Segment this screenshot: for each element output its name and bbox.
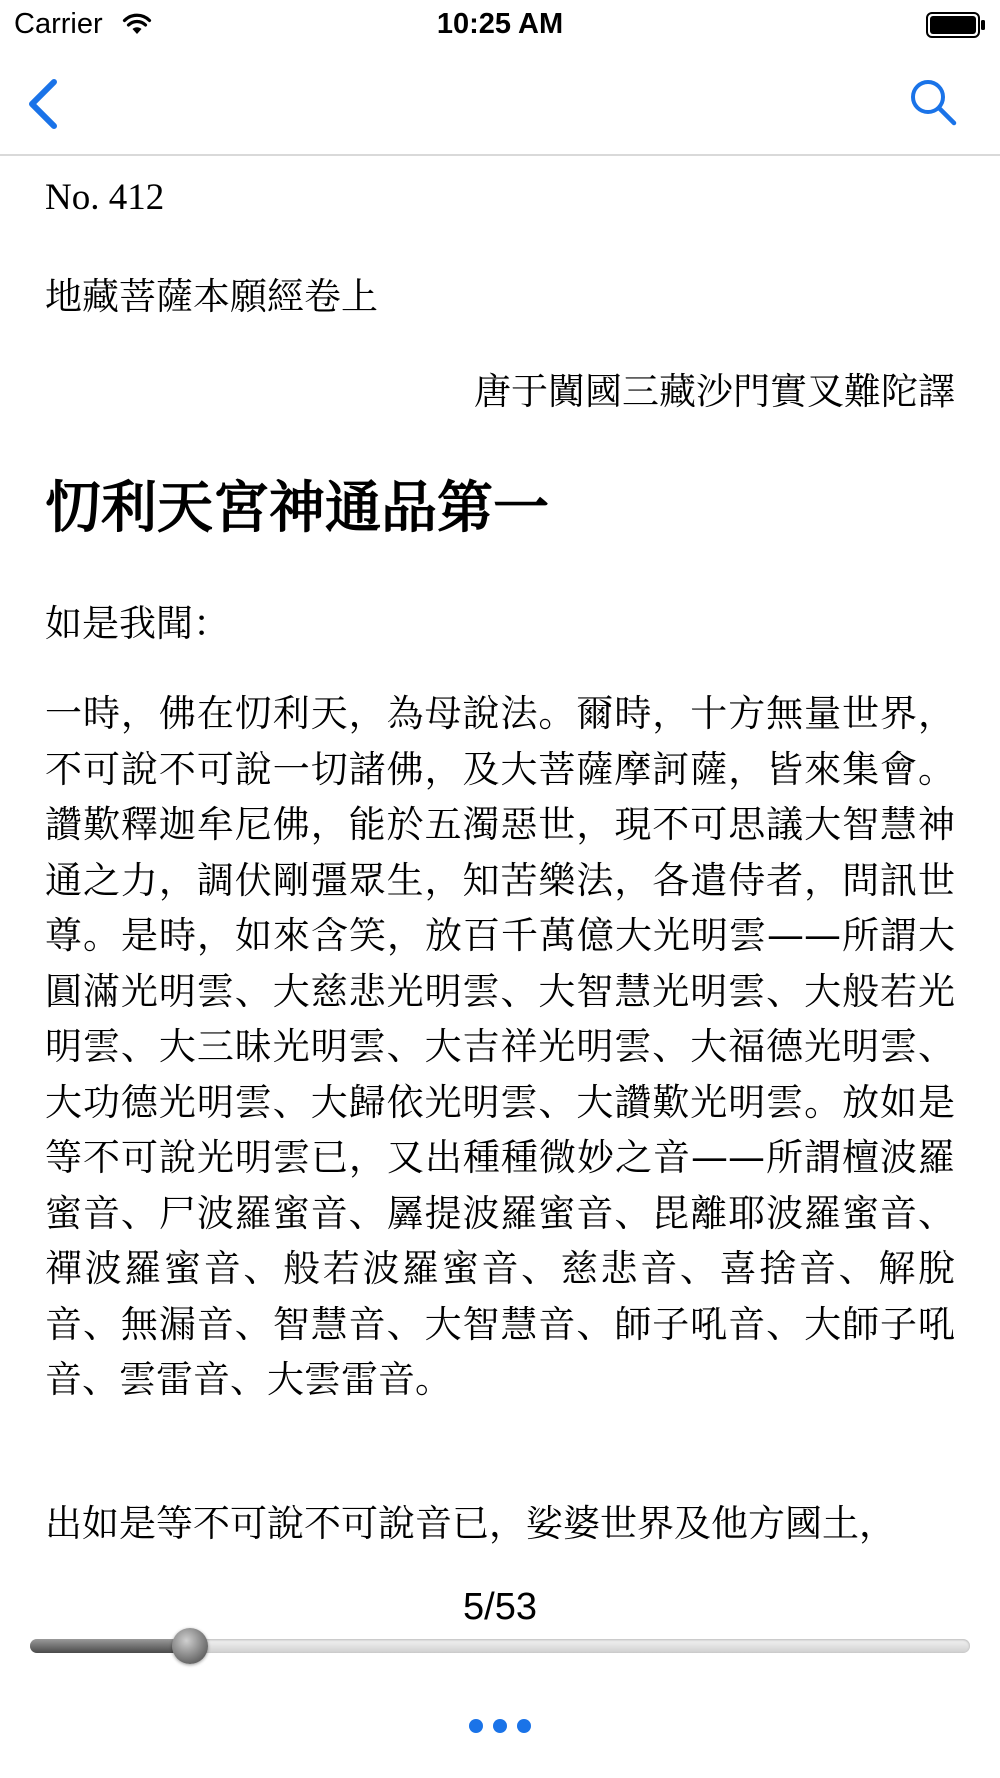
paragraph: 出如是等不可說不可說音已，娑婆世界及他方國土， [45, 1502, 896, 1545]
page-slider[interactable] [30, 1628, 970, 1664]
slider-thumb[interactable] [172, 1628, 208, 1664]
page-indicator: 5/53 [463, 1586, 537, 1628]
carrier-label: Carrier [14, 8, 103, 40]
chevron-left-icon [20, 72, 74, 132]
opening-line: 如是我聞： [45, 602, 230, 645]
translator-credit: 唐于闐國三藏沙門實叉難陀譯 [474, 370, 955, 413]
document-number: No. 412 [45, 177, 165, 218]
status-bar [0, 0, 1000, 50]
more-button[interactable] [460, 1708, 540, 1744]
back-button[interactable] [20, 72, 74, 132]
sutra-title: 地藏菩薩本願經卷上 [45, 275, 378, 318]
status-time: 10:25 AM [436, 8, 564, 40]
nav-bar [0, 50, 1000, 156]
more-dots-icon [460, 1708, 540, 1744]
slider-fill [30, 1639, 190, 1653]
paragraph: 一時，佛在忉利天，為母說法。爾時，十方無量世界，不可說不可說一切諸佛，及大菩薩摩訶薩，皆來集會。讚歎釋迦牟尼佛，能於五濁惡世，現不可思議大智慧神通之力，調伏剛彊眾生，知苦樂法，各遣侍者，問訊世尊。是時，如來含笑，放百千萬億大光明雲——所謂大圓滿光明雲、大慈悲光明雲、大智慧光明雲、大般若光明雲、大三昧光明雲、大吉祥光明雲、大福德光明雲、大功德光明雲、大歸依光明雲、大讚歎光明雲。放如是等不可說光明雲已，又出種種微妙之音——所謂檀波羅蜜音、尸波羅蜜音、羼提波羅蜜音、毘離耶波羅蜜音、禪波羅蜜音、般若波羅蜜音、慈悲音、喜捨音、解脫音、無漏音、智慧音、大智慧音、師子吼音、大師子吼音、雲雷音、大雲雷音。 [45, 692, 955, 1401]
search-icon [904, 72, 964, 132]
search-button[interactable] [904, 72, 964, 132]
reading-content[interactable] [45, 156, 955, 1546]
chapter-title: 忉利天宮神通品第一 [45, 476, 549, 541]
battery-icon [926, 12, 986, 38]
